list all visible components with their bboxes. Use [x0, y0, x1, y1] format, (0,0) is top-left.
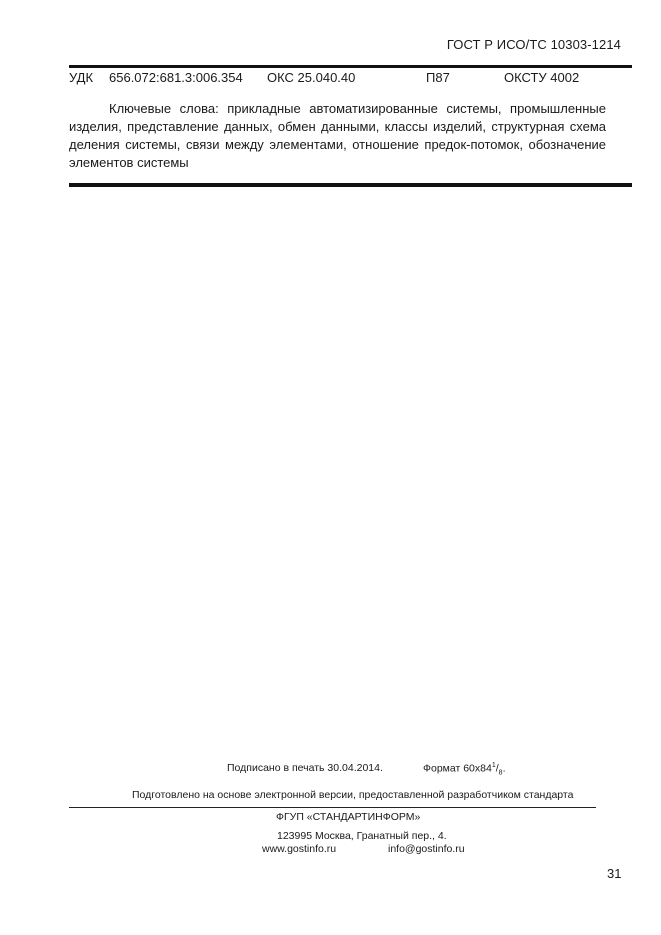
page-number: 31 — [607, 866, 622, 881]
publisher-website[interactable]: www.gostinfo.ru — [262, 843, 337, 855]
format-label: Формат 60x84 — [423, 762, 492, 775]
okstu-code: ОКСТУ 4002 — [504, 70, 580, 85]
udk-label: УДК — [69, 70, 94, 85]
format-denominator: 8 — [498, 769, 503, 777]
keywords-paragraph: Ключевые слова: прикладные автоматизированные системы, промышленные изделия, представление данных, обмен данными, классы изделий, структурная схема деления системы, связи между элементами, отношение предок-потомок, обозначение элементов системы — [69, 101, 606, 170]
signed-for-print: Подписано в печать 30.04.2014. — [227, 762, 383, 774]
udk-value: 656.072:681.3:006.354 — [109, 70, 243, 85]
footer-rule — [69, 807, 596, 808]
print-format: Формат $60x84^1/_8$. — [423, 762, 506, 777]
prepared-note: Подготовлено на основе электронной версии, предоставленной разработчиком стандарта — [132, 789, 574, 801]
oks-code: ОКС 25.040.40 — [267, 70, 356, 85]
publisher-name: ФГУП «СТАНДАРТИНФОРМ» — [276, 811, 421, 823]
section-rule — [69, 183, 632, 187]
top-rule — [69, 65, 632, 68]
publisher-address: 123995 Москва, Гранатный пер., 4. — [277, 830, 447, 842]
publisher-email[interactable]: info@gostinfo.ru — [388, 843, 465, 855]
format-numerator: 1 — [491, 762, 496, 769]
group-code: П87 — [426, 70, 450, 85]
standard-number: ГОСТ Р ИСО/ТС 10303-1214 — [446, 37, 621, 52]
